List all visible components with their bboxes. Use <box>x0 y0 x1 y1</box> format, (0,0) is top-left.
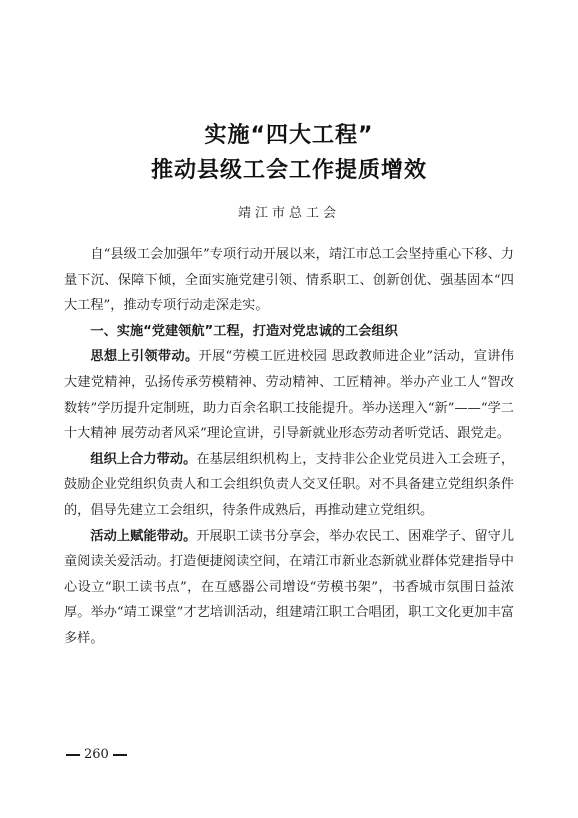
paragraph <box>64 524 514 652</box>
title-line-1: 实施“四大工程” <box>204 123 374 148</box>
title-line-2: 推动县级工会工作提质增效 <box>150 158 427 183</box>
paragraph-text: 开展职工读书分享会，举办农民工、困难学子、留守儿童阅读关爱活动。打造便捷阅读空间，在靖江市新业态新就业群体党建指导中心设立“职工读书点”，在互感器公司增设“劳模书架”，书香城市氛围日益浓厚。举办“靖工课堂”才艺培训活动，组建靖江职工合唱团，职工文化更加丰富多样。 <box>64 528 515 646</box>
paragraph <box>64 242 514 319</box>
paragraph <box>64 447 514 524</box>
section-heading <box>64 319 514 345</box>
paragraph <box>64 344 514 446</box>
paragraph-text: 开展“劳模工匠进校园 思政教师进企业”活动，宣讲伟大建党精神，弘扬传承劳模精神、劳动精神、工匠精神。举办产业工人“智改数转”学历提升定制班，助力百余名职工技能提升。举办送理入“新”——“学二十大精神 展劳动者风采”理论宣讲，引导新就业形态劳动者听党话、跟党走。 <box>64 349 514 442</box>
page-number-text: 260 <box>84 747 109 762</box>
paragraph-lead: 思想上引领带动。 <box>90 349 199 365</box>
article-body <box>64 242 514 652</box>
section-heading-text: 一、实施“党建领航”工程，打造对党忠诚的工会组织 <box>90 323 398 339</box>
paragraph-text: 自“县级工会加强年”专项行动开展以来，靖江市总工会坚持重心下移、力量下沉、保障下倾，全面实施党建引领、情系职工、创新创优、强基固本“四大工程”，推动专项行动走深走实。 <box>64 247 514 314</box>
page-number-dash-left <box>66 754 80 756</box>
page-number-dash-right <box>113 754 127 756</box>
author: 靖江市总工会 <box>237 206 340 221</box>
paragraph-lead: 组织上合力带动。 <box>90 451 197 467</box>
paragraph-text: 在基层组织机构上，支持非公企业党员进入工会班子，鼓励企业党组织负责人和工会组织负责人交叉任职。对不具备建立党组织条件的，倡导先建立工会组织，待条件成熟后，再推动建立党组织。 <box>64 451 515 518</box>
paragraph-lead: 活动上赋能带动。 <box>90 528 197 544</box>
page-number <box>62 747 131 762</box>
